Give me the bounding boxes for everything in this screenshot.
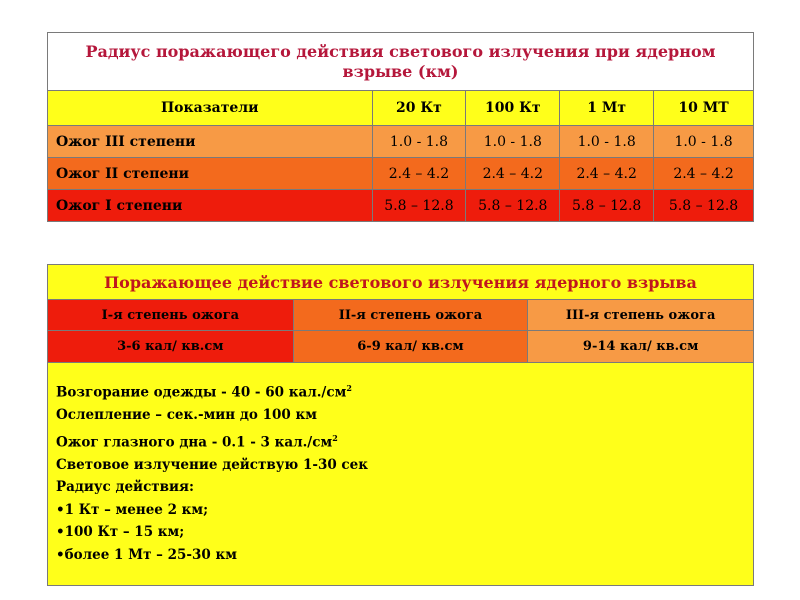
cell-value: 2.4 – 4.2 — [372, 158, 466, 190]
header-indicators: Показатели — [48, 91, 373, 126]
info-line: •1 Кт – менее 2 км; — [56, 501, 209, 518]
cell-value: 2.4 – 4.2 — [466, 158, 560, 190]
table1-header-row — [48, 91, 754, 126]
row-label: Ожог I степени — [48, 190, 373, 222]
cell-value: 2.4 – 4.2 — [560, 158, 654, 190]
cell-value: 1.0 - 1.8 — [466, 126, 560, 158]
table-row — [48, 158, 754, 190]
degree-2-label: II-я степень ожога — [293, 300, 528, 331]
table-row — [48, 126, 754, 158]
info-line: Радиус действия: — [56, 479, 195, 495]
header-1mt: 1 Мт — [560, 91, 654, 126]
cell-value: 5.8 – 12.8 — [560, 190, 654, 222]
row-label: Ожог II степени — [48, 158, 373, 190]
table-row — [48, 190, 754, 222]
degree-1-label: I-я степень ожога — [48, 300, 294, 331]
info-line: Ослепление – сек.-мин до 100 км — [56, 407, 317, 423]
header-100kt: 100 Кт — [466, 91, 560, 126]
row-label: Ожог III степени — [48, 126, 373, 158]
cell-value: 5.8 – 12.8 — [654, 190, 754, 222]
cell-value: 1.0 - 1.8 — [654, 126, 754, 158]
header-20kt: 20 Кт — [372, 91, 466, 126]
table1-title: Радиус поражающего действия светового излучения при ядерном взрыве (км) — [48, 33, 754, 91]
degree-3-label: III-я степень ожога — [528, 300, 754, 331]
degree-1-value: 3-6 кал/ кв.см — [48, 331, 294, 363]
cell-value: 5.8 – 12.8 — [372, 190, 466, 222]
table2-title: Поражающее действие светового излучения ядерного взрыва — [48, 265, 754, 300]
info-line: Возгорание одежды - 40 - 60 $кал./см^2$ — [56, 383, 352, 401]
value-row — [48, 331, 754, 363]
cell-value: 1.0 - 1.8 — [560, 126, 654, 158]
info-line: •более 1 Мт – 25-30 км — [56, 546, 237, 563]
light-radiation-effect-table — [47, 264, 754, 586]
info-line: Световое излучение действую 1-30 сек — [56, 456, 368, 473]
burn-radius-table — [47, 32, 754, 222]
degree-row — [48, 300, 754, 331]
degree-3-value: 9-14 кал/ кв.см — [528, 331, 754, 363]
info-block — [48, 363, 754, 586]
info-line: Ожог глазного дна - 0.1 - 3 $кал./см^2$ — [56, 432, 338, 450]
cell-value: 2.4 – 4.2 — [654, 158, 754, 190]
cell-value: 5.8 – 12.8 — [466, 190, 560, 222]
cell-value: 1.0 - 1.8 — [372, 126, 466, 158]
header-10mt: 10 МТ — [654, 91, 754, 126]
degree-2-value: 6-9 кал/ кв.см — [293, 331, 528, 363]
info-line: •100 Кт – 15 км; — [56, 524, 185, 540]
